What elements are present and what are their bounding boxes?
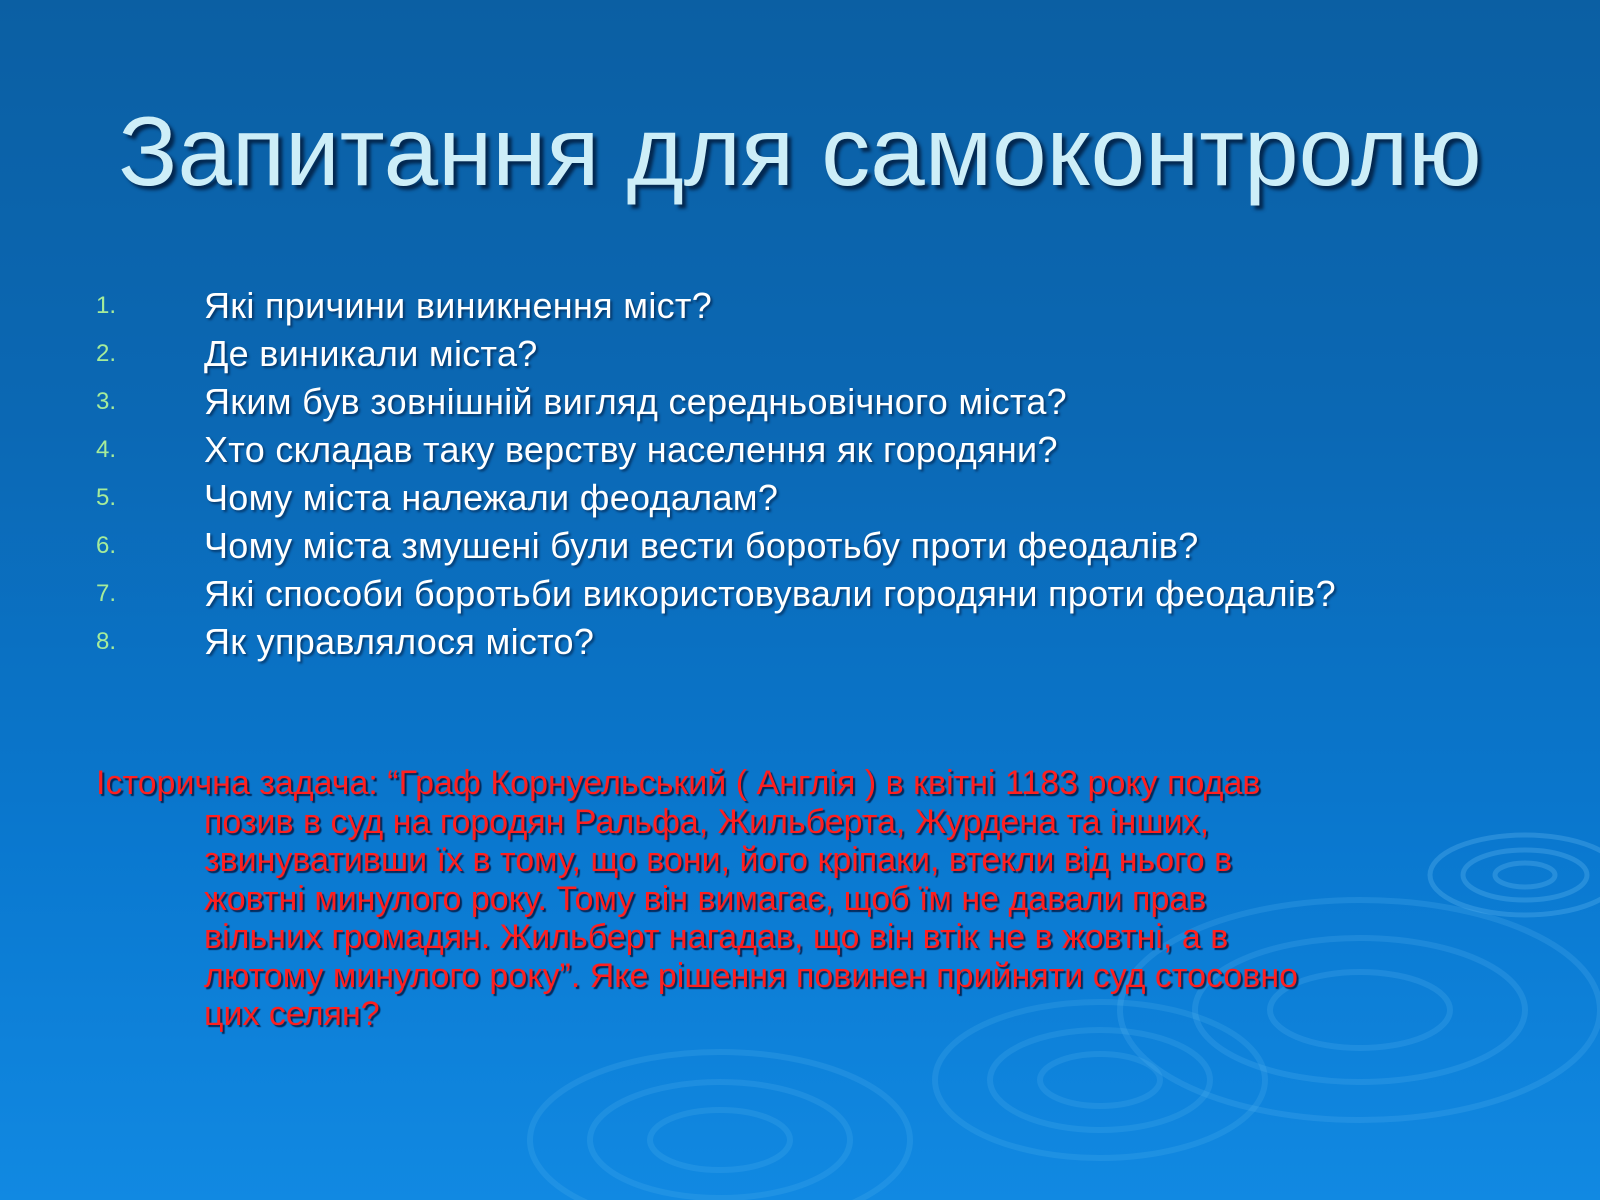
question-text: Яким був зовнішній вигляд середньовічного міста?	[204, 381, 1068, 422]
list-item	[96, 618, 1536, 666]
task-line: лютому минулого року”. Яке рішення повинен прийняти суд стосовно	[204, 956, 1299, 995]
task-line: жовтні минулого року. Тому він вимагає, щоб їм не давали прав	[204, 879, 1207, 918]
question-text: Які способи боротьби використовували городяни проти феодалів?	[204, 573, 1336, 614]
historical-task	[96, 764, 1516, 1034]
list-item	[96, 474, 1536, 522]
question-number: 3.	[96, 388, 117, 415]
question-text: Чому міста змушені були вести боротьбу проти феодалів?	[204, 525, 1199, 566]
question-number: 4.	[96, 436, 117, 463]
question-number: 5.	[96, 484, 117, 511]
list-item	[96, 522, 1536, 570]
list-item	[96, 282, 1536, 330]
question-number: 1.	[96, 292, 117, 319]
question-text: Як управлялося місто?	[204, 621, 595, 662]
question-text: Чому міста належали феодалам?	[204, 477, 779, 518]
list-item	[96, 570, 1536, 618]
questions-list	[96, 282, 1536, 666]
question-text: Де виникали міста?	[204, 333, 538, 374]
question-number: 7.	[96, 580, 117, 607]
task-line: вільних громадян. Жильберт нагадав, що він втік не в жовтні, а в	[204, 918, 1229, 956]
list-item	[96, 426, 1536, 474]
question-text: Хто складав таку верству населення як городяни?	[204, 429, 1058, 470]
question-number: 8.	[96, 628, 117, 655]
slide-title: Запитання для самоконтролю	[118, 96, 1482, 206]
question-number: 2.	[96, 340, 117, 367]
list-item	[96, 330, 1536, 378]
list-item	[96, 378, 1536, 426]
question-text: Які причини виникнення міст?	[204, 285, 713, 326]
task-line: Історична задача: “Граф Корнуельський ( Англія ) в квітні 1183 року подав	[96, 764, 1261, 802]
question-number: 6.	[96, 532, 117, 559]
task-line: позив в суд на городян Ральфа, Жильберта, Журдена та інших,	[204, 802, 1210, 841]
task-line: цих селян?	[204, 995, 380, 1033]
task-line: звинувативши їх в тому, що вони, його кріпаки, втекли від нього в	[204, 841, 1233, 879]
